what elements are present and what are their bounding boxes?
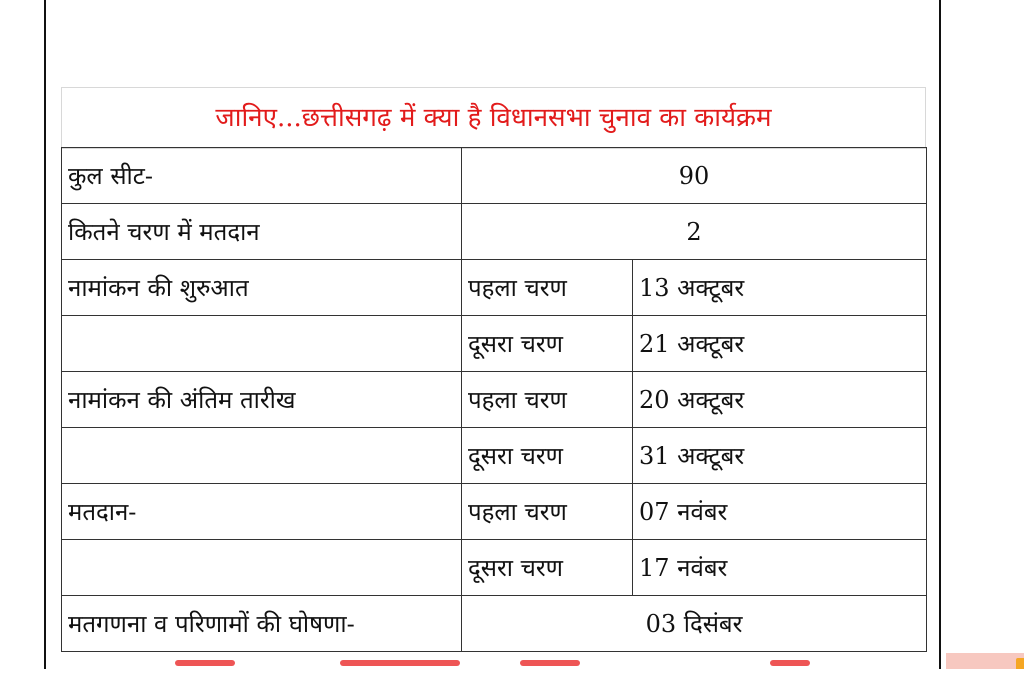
phase-label: पहला चरण [462, 372, 633, 428]
cropped-text-fragment [770, 660, 810, 666]
table-row [62, 428, 927, 484]
phase-date: 07 नवंबर [633, 484, 927, 540]
table-row [62, 316, 927, 372]
table-row [62, 260, 927, 316]
phase-label: दूसरा चरण [462, 316, 633, 372]
row-label: मतदान- [62, 484, 462, 540]
phase-date: 20 अक्टूबर [633, 372, 927, 428]
table-row [62, 148, 927, 204]
phase-label: दूसरा चरण [462, 540, 633, 596]
phase-label: पहला चरण [462, 484, 633, 540]
cropped-badge [1016, 658, 1024, 669]
schedule-document [61, 87, 926, 687]
row-label: नामांकन की शुरुआत [62, 260, 462, 316]
row-label-empty [62, 428, 462, 484]
phase-label: पहला चरण [462, 260, 633, 316]
row-label: कितने चरण में मतदान [62, 204, 462, 260]
table-row [62, 540, 927, 596]
cropped-text-fragment [175, 660, 235, 666]
phase-date: 31 अक्टूबर [633, 428, 927, 484]
phase-date: 17 नवंबर [633, 540, 927, 596]
row-label: मतगणना व परिणामों की घोषणा- [62, 596, 462, 652]
row-label-empty [62, 540, 462, 596]
table-row [62, 372, 927, 428]
row-label: नामांकन की अंतिम तारीख [62, 372, 462, 428]
cropped-banner [946, 653, 1024, 669]
row-label-empty [62, 316, 462, 372]
row-value: 90 [462, 148, 927, 204]
row-label: कुल सीट- [62, 148, 462, 204]
table-row [62, 484, 927, 540]
table-row [62, 204, 927, 260]
cropped-text-fragment [520, 660, 580, 666]
phase-date: 21 अक्टूबर [633, 316, 927, 372]
row-value: 03 दिसंबर [462, 596, 927, 652]
phase-date: 13 अक्टूबर [633, 260, 927, 316]
table-row [62, 596, 927, 652]
phase-label: दूसरा चरण [462, 428, 633, 484]
cropped-text-fragment [340, 660, 460, 666]
election-schedule-table [61, 147, 927, 652]
row-value: 2 [462, 204, 927, 260]
schedule-title: जानिए...छत्तीसगढ़ में क्या है विधानसभा चुनाव का कार्यक्रम [61, 87, 926, 149]
